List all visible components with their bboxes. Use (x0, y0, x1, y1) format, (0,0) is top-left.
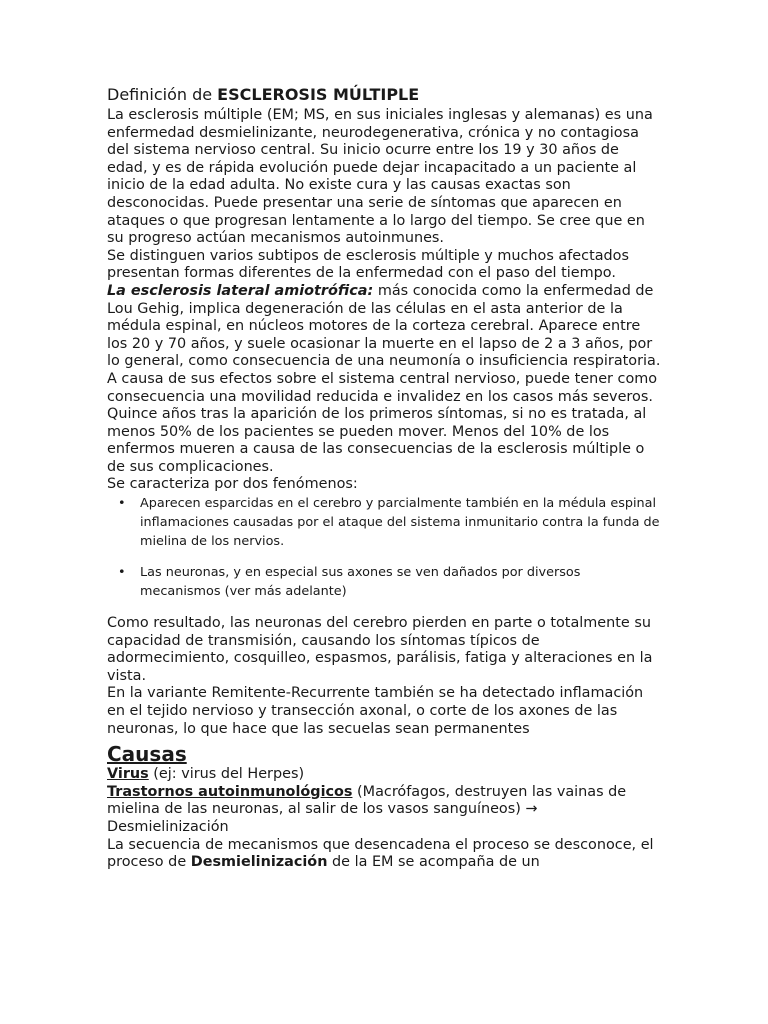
list-item-text: Aparecen esparcidas en el cerebro y parcialmente también en la médula espinal inflamaciones causadas por el ataque del sistema inmunitario contra la funda de mielina de los nervios. (140, 496, 660, 550)
virus-line (107, 766, 663, 784)
bullet-icon: • (118, 496, 126, 512)
subtypes-paragraph: Se distinguen varios subtipos de esclerosis múltiple y muchos afectados presentan formas diferentes de la enfermedad con el paso del tiempo. (107, 247, 629, 282)
effects-paragraph: A causa de sus efectos sobre el sistema central nervioso, puede tener como consecuencia una movilidad reducida e invalidez en los casos más severos. Quince años tras la aparición de los primeros síntomas, si no es tratada, al menos 50% de los pacientes se pueden mover. Menos del 10% de los enfermos mueren a causa de las consecuencias de la esclerosis múltiple o de sus complicaciones. (107, 370, 658, 475)
autoimmune-paragraph (107, 784, 663, 837)
title-bold: ESCLEROSIS MÚLTIPLE (217, 85, 420, 104)
causes-heading: Causas (107, 742, 187, 767)
bullet-icon: • (118, 565, 126, 581)
variant-paragraph: En la variante Remitente-Recurrente también se ha detectado inflamación en el tejido nervioso y transección axonal, o corte de los axones de las neuronas, lo que hace que las secuelas sean permanentes (107, 685, 644, 737)
sequence-tail: de la EM se acompaña de un (327, 854, 540, 871)
title-prefix: Definición de (107, 85, 218, 104)
ela-text: más conocida como la enfermedad de Lou Gehig, implica degeneración de las células en el asta anterior de la médula espinal, en núcleos motores de la corteza cerebral. Aparece entre los 20 y 70 años, y suele ocasionar la muerte en el lapso de 2 a 3 años, por lo general, como consecuencia de una neumonía o insuficiencia respiratoria. (107, 282, 661, 370)
phenomena-intro: Se caracteriza por dos fenómenos: (107, 476, 358, 493)
virus-text: (ej: virus del Herpes) (148, 766, 305, 783)
list-item (107, 563, 663, 601)
autoimmune-label: Trastornos autoinmunológicos (107, 783, 353, 800)
virus-label: Virus (107, 766, 149, 783)
sequence-text: La secuencia de mecanismos que desencadena el proceso se desconoce, el proceso de (107, 836, 654, 871)
autoimmune-text: (Macrófagos, destruyen las vainas de mielina de las neuronas, al salir de los vasos sanguíneos) → Desmielinización (107, 783, 627, 835)
list-item-text: Las neuronas, y en especial sus axones se ven dañados por diversos mecanismos (ver más adelante) (140, 565, 581, 600)
ela-paragraph (107, 283, 663, 371)
ela-lead: La esclerosis lateral amiotrófica: (107, 282, 374, 299)
phenomena-list (107, 494, 663, 601)
document-page (107, 84, 663, 872)
list-item (107, 494, 663, 551)
result-paragraph: Como resultado, las neuronas del cerebro pierden en parte o totalmente su capacidad de transmisión, causando los síntomas típicos de adormecimiento, cosquilleo, espasmos, parálisis, fatiga y alteraciones en la vista. (107, 615, 653, 684)
sequence-paragraph (107, 837, 663, 872)
intro-paragraph: La esclerosis múltiple (EM; MS, en sus iniciales inglesas y alemanas) es una enfermedad desmielinizante, neurodegenerativa, crónica y no contagiosa del sistema nervioso central. Su inicio ocurre entre los 19 y 30 años de edad, y es de rápida evolución puede dejar incapacitado a un paciente al inicio de la edad adulta. No existe cura y las causas exactas son desconocidas. Puede presentar una serie de síntomas que aparecen en ataques o que progresan lentamente a lo largo del tiempo. Se cree que en su progreso actúan mecanismos autoinmunes. (107, 107, 653, 247)
sequence-bold: Desmielinización (190, 854, 328, 871)
document-title (107, 84, 663, 106)
